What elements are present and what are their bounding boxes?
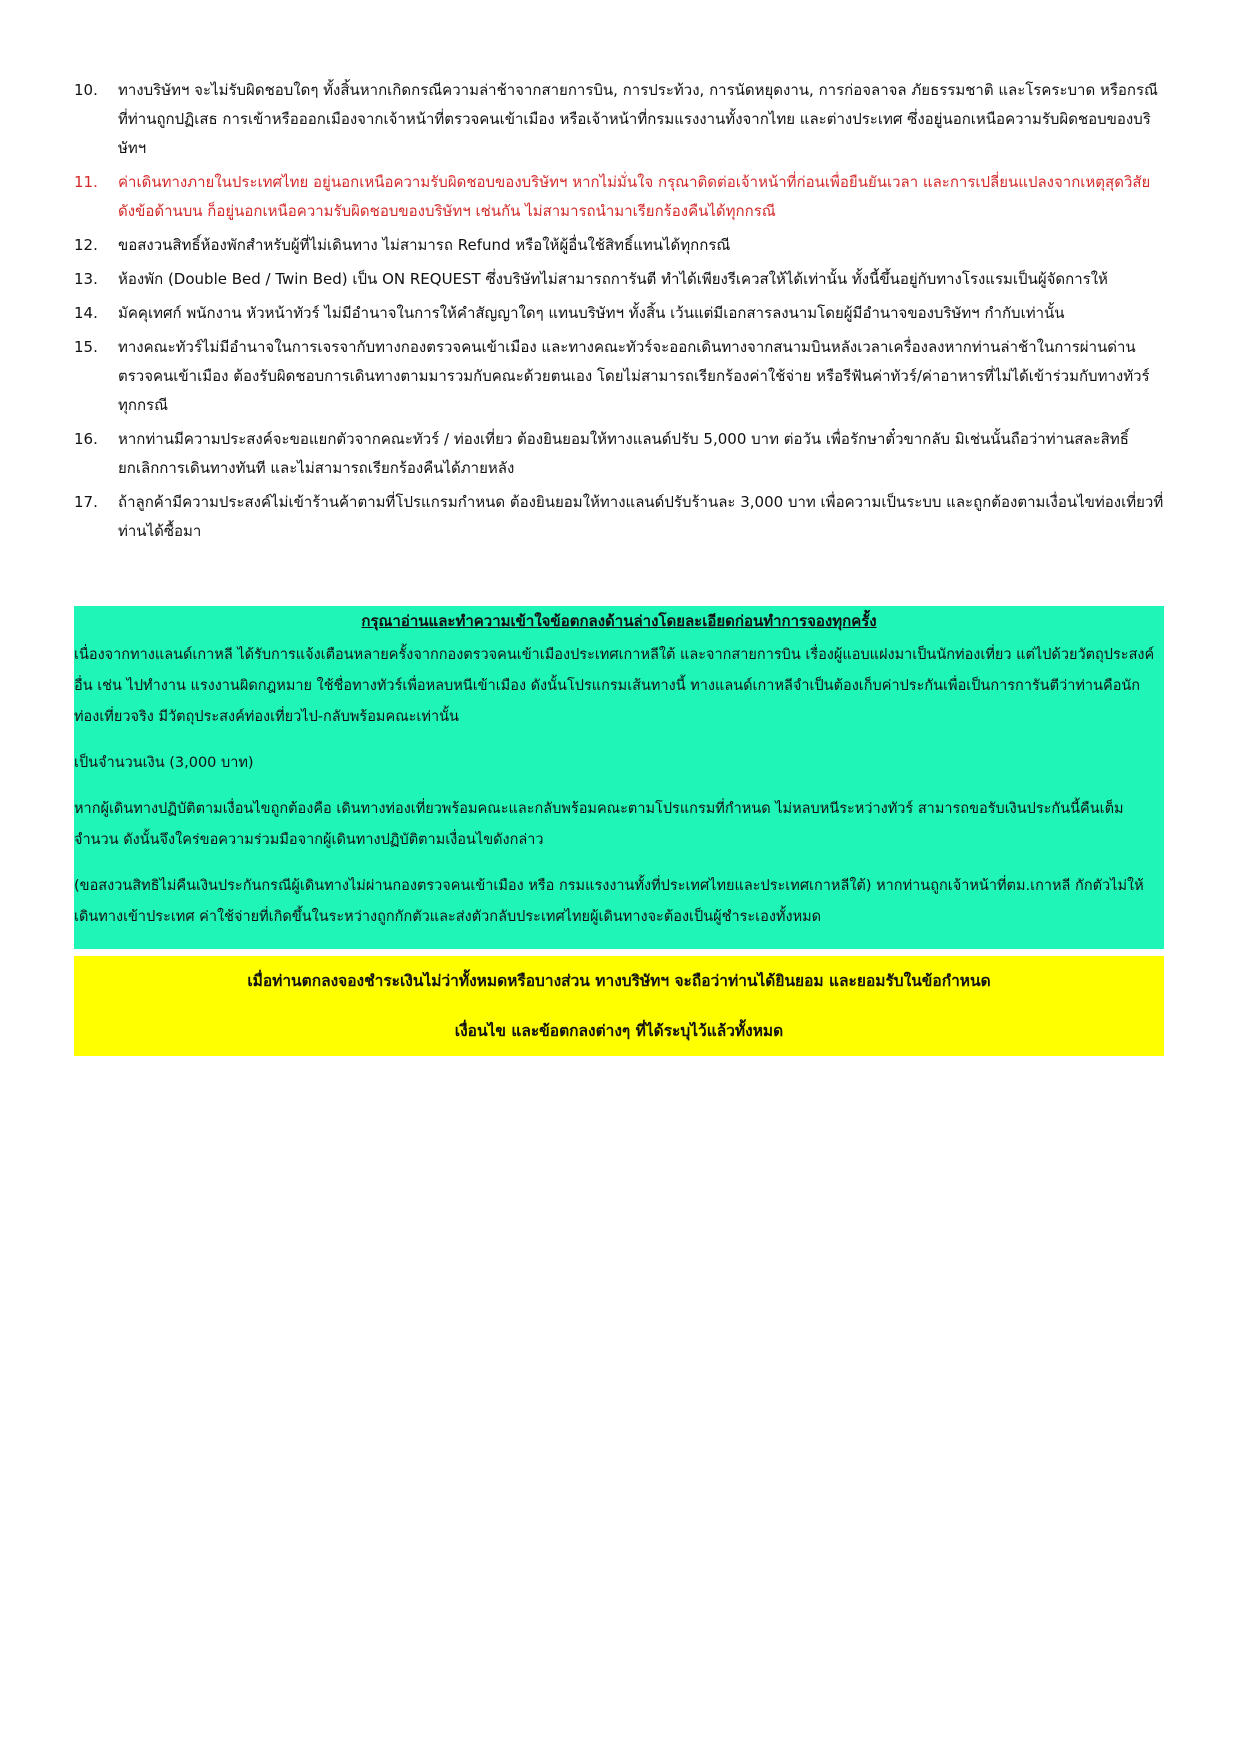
term-item bbox=[74, 231, 1164, 260]
term-item bbox=[74, 299, 1164, 328]
term-number: 17. bbox=[74, 493, 98, 511]
term-number: 16. bbox=[74, 430, 98, 448]
notice-paragraph-reason: เนื่องจากทางแลนด์เกาหลี ได้รับการแจ้งเตือนหลายครั้งจากกองตรวจคนเข้าเมืองประเทศเกาหลีใต้ และจากสายการบิน เรื่องผู้แอบแฝงมาเป็นนักท่องเที่ยว แต่ไปด้วยวัตถุประสงค์อื่น เช่น ไปทำงาน แรงงานผิดกฎหมาย ใช้ชื่อทางทัวร์เพื่อหลบหนีเข้าเมือง ดังนั้นโปรแกรมเส้นทางนี้ ทางแลนด์เกาหลีจำเป็นต้องเก็บค่าประกันเพื่อเป็นการการันตีว่าท่านคือนักท่องเที่ยวจริง มีวัตถุประสงค์ท่องเที่ยวไป-กลับพร้อมคณะเท่านั้น bbox=[74, 647, 1155, 725]
term-number: 12. bbox=[74, 236, 98, 254]
term-item bbox=[74, 333, 1164, 420]
term-text: ทางบริษัทฯ จะไม่รับผิดชอบใดๆ ทั้งสิ้นหากเกิดกรณีความล่าช้าจากสายการบิน, การประท้วง, การนัดหยุดงาน, การก่อจลาจล ภัยธรรมชาติ และโรคระบาด หรือกรณีที่ท่านถูกปฏิเสธ การเข้าหรือออกเมืองจากเจ้าหน้าที่ตรวจคนเข้าเมือง หรือเจ้าหน้าที่กรมแรงงานทั้งจากไทย และต่างประเทศ ซึ่งอยู่นอกเหนือความรับผิดชอบของบริษัทฯ bbox=[118, 81, 1158, 157]
term-text: ทางคณะทัวร์ไม่มีอำนาจในการเจรจากับทางกองตรวจคนเข้าเมือง และทางคณะทัวร์จะออกเดินทางจากสนามบินหลังเวลาเครื่องลงหากท่านล่าช้าในการผ่านด่านตรวจคนเข้าเมือง ต้องรับผิดชอบการเดินทางตามมารวมกับคณะด้วยตนเอง โดยไม่สามารถเรียกร้องค่าใช้จ่าย หรือรีฟันค่าทัวร์/ค่าอาหารที่ไม่ได้เข้าร่วมกับทางทัวร์ทุกกรณี bbox=[118, 338, 1150, 414]
term-number: 10. bbox=[74, 81, 98, 99]
term-number: 13. bbox=[74, 270, 98, 288]
term-number: 14. bbox=[74, 304, 98, 322]
deposit-notice-box bbox=[74, 606, 1164, 949]
terms-list bbox=[74, 76, 1164, 551]
notice-paragraph-amount: เป็นจำนวนเงิน (3,000 บาท) bbox=[74, 755, 254, 771]
confirmation-line-2: เงื่อนไข และข้อตกลงต่างๆ ที่ได้ระบุไว้แล้วทั้งหมด bbox=[454, 1022, 784, 1040]
term-text: ถ้าลูกค้ามีความประสงค์ไม่เข้าร้านค้าตามที่โปรแกรมกำหนด ต้องยินยอมให้ทางแลนด์ปรับร้านละ 3,000 บาท เพื่อความเป็นระบบ และถูกต้องตามเงื่อนไขท่องเที่ยวที่ท่านได้ซื้อมา bbox=[118, 493, 1164, 540]
term-item bbox=[74, 265, 1164, 294]
term-text: ค่าเดินทางภายในประเทศไทย อยู่นอกเหนือความรับผิดชอบของบริษัทฯ หากไม่มั่นใจ กรุณาติดต่อเจ้าหน้าที่ก่อนเพื่อยืนยันเวลา และการเปลี่ยนแปลงจากเหตุสุดวิสัยดังข้อด้านบน ก็อยู่นอกเหนือความรับผิดชอบของบริษัทฯ เช่นกัน ไม่สามารถนำมาเรียกร้องคืนได้ทุกกรณี bbox=[118, 173, 1151, 220]
booking-confirmation-box bbox=[74, 956, 1164, 1056]
term-item bbox=[74, 76, 1164, 163]
notice-title: กรุณาอ่านและทำความเข้าใจข้อตกลงด้านล่างโดยละเอียดก่อนทำการจองทุกครั้ง bbox=[361, 612, 877, 630]
confirmation-line-1: เมื่อท่านตกลงจองชำระเงินไม่ว่าทั้งหมดหรือบางส่วน ทางบริษัทฯ จะถือว่าท่านได้ยินยอม และยอมรับในข้อกำหนด bbox=[247, 972, 991, 990]
term-item bbox=[74, 488, 1164, 546]
term-text: ห้องพัก (Double Bed / Twin Bed) เป็น ON REQUEST ซึ่งบริษัทไม่สามารถการันตี ทำได้เพียงรีเควสให้ได้เท่านั้น ทั้งนี้ขึ้นอยู่กับทางโรงแรมเป็นผู้จัดการให้ bbox=[118, 270, 1108, 288]
term-number: 15. bbox=[74, 338, 98, 356]
term-text: มัคคุเทศก์ พนักงาน หัวหน้าทัวร์ ไม่มีอำนาจในการให้คำสัญญาใดๆ แทนบริษัทฯ ทั้งสิ้น เว้นแต่มีเอกสารลงนามโดยผู้มีอำนาจของบริษัทฯ กำกับเท่านั้น bbox=[118, 304, 1065, 322]
notice-paragraph-refund: หากผู้เดินทางปฏิบัติตามเงื่อนไขถูกต้องคือ เดินทางท่องเที่ยวพร้อมคณะและกลับพร้อมคณะตามโปรแกรมที่กำหนด ไม่หลบหนีระหว่างทัวร์ สามารถขอรับเงินประกันนี้คืนเต็มจำนวน ดังนั้นจึงใคร่ขอความร่วมมือจากผู้เดินทางปฏิบัติตามเงื่อนไขดังกล่าว bbox=[74, 801, 1124, 848]
term-number: 11. bbox=[74, 173, 98, 191]
term-text: ขอสงวนสิทธิ์ห้องพักสำหรับผู้ที่ไม่เดินทาง ไม่สามารถ Refund หรือให้ผู้อื่นใช้สิทธิ์แทนได้ทุกกรณี bbox=[118, 236, 731, 254]
term-item bbox=[74, 425, 1164, 483]
term-text: หากท่านมีความประสงค์จะขอแยกตัวจากคณะทัวร์ / ท่องเที่ยว ต้องยินยอมให้ทางแลนด์ปรับ 5,000 บาท ต่อวัน เพื่อรักษาตั๋วขากลับ มิเช่นนั้นถือว่าท่านสละสิทธิ์ยกเลิกการเดินทางทันที และไม่สามารถเรียกร้องคืนได้ภายหลัง bbox=[118, 430, 1129, 477]
notice-paragraph-exception: (ขอสงวนสิทธิไม่คืนเงินประกันกรณีผู้เดินทางไม่ผ่านกองตรวจคนเข้าเมือง หรือ กรมแรงงานทั้งที่ประเทศไทยและประเทศเกาหลีใต้) หากท่านถูกเจ้าหน้าที่ตม.เกาหลี กักตัวไม่ให้เดินทางเข้าประเทศ ค่าใช้จ่ายที่เกิดขึ้นในระหว่างถูกกักตัวและส่งตัวกลับประเทศไทยผู้เดินทางจะต้องเป็นผู้ชำระเองทั้งหมด bbox=[74, 878, 1144, 925]
term-item-highlighted bbox=[74, 168, 1164, 226]
